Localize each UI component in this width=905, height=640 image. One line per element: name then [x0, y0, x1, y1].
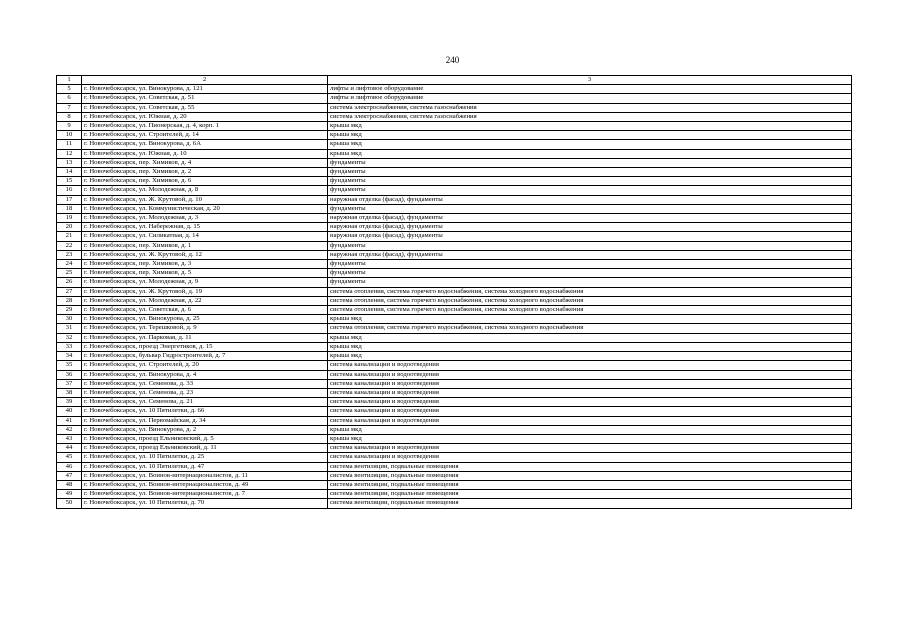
row-number: 12: [57, 149, 82, 158]
row-number: 14: [57, 168, 82, 177]
table-row: [57, 85, 852, 94]
table-row: [57, 250, 852, 259]
row-address: г. Новочебоксарск, ул. Набережная, д. 15: [82, 223, 328, 232]
table-row: [57, 241, 852, 250]
row-number: 7: [57, 103, 82, 112]
row-address: г. Новочебоксарск, ул. Строителей, д. 14: [82, 131, 328, 140]
row-address: г. Новочебоксарск, ул. Молодежная, д. 8: [82, 186, 328, 195]
row-systems: система канализации и водоотведения: [328, 388, 852, 397]
row-systems: фундаменты: [328, 168, 852, 177]
table-row: [57, 168, 852, 177]
table-row: [57, 260, 852, 269]
row-systems: крыша мкд: [328, 149, 852, 158]
row-systems: система канализации и водоотведения: [328, 453, 852, 462]
row-number: 38: [57, 388, 82, 397]
row-address: г. Новочебоксарск, ул. Ж. Крутовой, д. 10: [82, 195, 328, 204]
row-number: 41: [57, 416, 82, 425]
row-number: 48: [57, 480, 82, 489]
row-address: г. Новочебоксарск, ул. Строителей, д. 20: [82, 361, 328, 370]
table-row: [57, 232, 852, 241]
row-address: г. Новочебоксарск, ул. Молодежная, д. 9: [82, 278, 328, 287]
row-number: 42: [57, 425, 82, 434]
row-number: 36: [57, 370, 82, 379]
table-row: [57, 149, 852, 158]
row-number: 45: [57, 453, 82, 462]
table-row: [57, 370, 852, 379]
row-number: 27: [57, 287, 82, 296]
row-systems: система электроснабжения, система газоснабжения: [328, 112, 852, 121]
register-table: [56, 75, 852, 509]
row-address: г. Новочебоксарск, ул. 10 Пятилетки, д. 47: [82, 462, 328, 471]
row-number: 11: [57, 140, 82, 149]
row-address: г. Новочебоксарск, ул. 10 Пятилетки, д. 66: [82, 407, 328, 416]
row-address: г. Новочебоксарск, проезд Энергетиков, д. 15: [82, 342, 328, 351]
table-row: [57, 140, 852, 149]
row-number: 20: [57, 223, 82, 232]
table-header-row: [57, 76, 852, 85]
row-systems: крыша мкд: [328, 131, 852, 140]
table-row: [57, 407, 852, 416]
row-number: 25: [57, 269, 82, 278]
row-address: г. Новочебоксарск, пер. Химиков, д. 4: [82, 158, 328, 167]
row-systems: система канализации и водоотведения: [328, 379, 852, 388]
row-number: 40: [57, 407, 82, 416]
page-number: 240: [445, 55, 460, 65]
row-systems: система отопления, система горячего водоснабжения, система холодного водоснабжения: [328, 306, 852, 315]
row-address: г. Новочебоксарск, пер. Химиков, д. 3: [82, 260, 328, 269]
table-row: [57, 444, 852, 453]
table-row: [57, 398, 852, 407]
row-number: 24: [57, 260, 82, 269]
row-systems: система отопления, система горячего водоснабжения, система холодного водоснабжения: [328, 287, 852, 296]
row-systems: система канализации и водоотведения: [328, 370, 852, 379]
row-number: 17: [57, 195, 82, 204]
row-number: 39: [57, 398, 82, 407]
row-number: 26: [57, 278, 82, 287]
table-row: [57, 499, 852, 508]
row-systems: система канализации и водоотведения: [328, 407, 852, 416]
table-row: [57, 204, 852, 213]
table-row: [57, 425, 852, 434]
table-row: [57, 379, 852, 388]
table-row: [57, 177, 852, 186]
row-systems: система канализации и водоотведения: [328, 398, 852, 407]
row-address: г. Новочебоксарск, ул. Терешковой, д. 9: [82, 324, 328, 333]
table-row: [57, 122, 852, 131]
table-row: [57, 416, 852, 425]
row-address: г. Новочебоксарск, ул. Южная, д. 20: [82, 112, 328, 121]
row-address: г. Новочебоксарск, ул. Советская, д. 51: [82, 94, 328, 103]
row-number: 13: [57, 158, 82, 167]
row-number: 47: [57, 471, 82, 480]
row-number: 35: [57, 361, 82, 370]
table-row: [57, 480, 852, 489]
row-address: г. Новочебоксарск, ул. Советская, д. 55: [82, 103, 328, 112]
row-number: 18: [57, 204, 82, 213]
row-number: 16: [57, 186, 82, 195]
row-systems: крыша мкд: [328, 122, 852, 131]
row-number: 37: [57, 379, 82, 388]
row-number: 10: [57, 131, 82, 140]
row-address: г. Новочебоксарск, пер. Химиков, д. 6: [82, 177, 328, 186]
row-address: г. Новочебоксарск, ул. Воинов-интернационалистов, д. 11: [82, 471, 328, 480]
row-number: 50: [57, 499, 82, 508]
row-systems: система вентиляции, подвальные помещения: [328, 490, 852, 499]
row-systems: система канализации и водоотведения: [328, 416, 852, 425]
header-cell-systems: 3: [328, 76, 852, 85]
row-number: 15: [57, 177, 82, 186]
row-address: г. Новочебоксарск, ул. Семенова, д. 33: [82, 379, 328, 388]
row-address: г. Новочебоксарск, ул. Силикатная, д. 14: [82, 232, 328, 241]
row-address: г. Новочебоксарск, ул. Винокурова, д. 25: [82, 315, 328, 324]
table-row: [57, 462, 852, 471]
row-number: 23: [57, 250, 82, 259]
row-address: г. Новочебоксарск, ул. Винокурова, д. 6А: [82, 140, 328, 149]
row-systems: система вентиляции, подвальные помещения: [328, 471, 852, 480]
row-systems: система отопления, система горячего водоснабжения, система холодного водоснабжения: [328, 296, 852, 305]
row-address: г. Новочебоксарск, ул. Молодежная, д. 3: [82, 214, 328, 223]
table-row: [57, 103, 852, 112]
row-systems: крыша мкд: [328, 434, 852, 443]
row-number: 21: [57, 232, 82, 241]
table-row: [57, 453, 852, 462]
row-number: 6: [57, 94, 82, 103]
table-row: [57, 287, 852, 296]
row-number: 28: [57, 296, 82, 305]
table-row: [57, 296, 852, 305]
row-systems: система отопления, система горячего водоснабжения, система холодного водоснабжения: [328, 324, 852, 333]
table-row: [57, 434, 852, 443]
row-address: г. Новочебоксарск, ул. Первомайская, д. 34: [82, 416, 328, 425]
row-systems: крыша мкд: [328, 333, 852, 342]
table-row: [57, 471, 852, 480]
row-number: 8: [57, 112, 82, 121]
table-row: [57, 278, 852, 287]
row-number: 46: [57, 462, 82, 471]
table-row: [57, 223, 852, 232]
row-systems: крыша мкд: [328, 140, 852, 149]
table-row: [57, 186, 852, 195]
row-systems: крыша мкд: [328, 315, 852, 324]
row-systems: лифты и лифтовое оборудование: [328, 85, 852, 94]
row-systems: лифты и лифтовое оборудование: [328, 94, 852, 103]
table-row: [57, 94, 852, 103]
row-address: г. Новочебоксарск, ул. Коммунистическая, д. 20: [82, 204, 328, 213]
table-body: [57, 76, 852, 509]
row-number: 22: [57, 241, 82, 250]
row-address: г. Новочебоксарск, ул. Пионерская, д. 4, корп. 1: [82, 122, 328, 131]
row-number: 43: [57, 434, 82, 443]
row-systems: наружная отделка (фасад), фундаменты: [328, 232, 852, 241]
row-systems: фундаменты: [328, 186, 852, 195]
row-address: г. Новочебоксарск, ул. 10 Пятилетки, д. 25: [82, 453, 328, 462]
row-systems: система электроснабжения, система газоснабжения: [328, 103, 852, 112]
row-systems: наружная отделка (фасад), фундаменты: [328, 214, 852, 223]
table-row: [57, 306, 852, 315]
row-address: г. Новочебоксарск, ул. Парковая, д. 11: [82, 333, 328, 342]
row-systems: фундаменты: [328, 204, 852, 213]
table-row: [57, 195, 852, 204]
row-systems: система канализации и водоотведения: [328, 444, 852, 453]
table-row: [57, 112, 852, 121]
row-systems: наружная отделка (фасад), фундаменты: [328, 195, 852, 204]
row-number: 9: [57, 122, 82, 131]
table-row: [57, 333, 852, 342]
row-systems: крыша мкд: [328, 342, 852, 351]
table-row: [57, 315, 852, 324]
row-systems: фундаменты: [328, 278, 852, 287]
row-number: 44: [57, 444, 82, 453]
row-address: г. Новочебоксарск, проезд Ельниковский, д. 11: [82, 444, 328, 453]
row-systems: фундаменты: [328, 241, 852, 250]
row-address: г. Новочебоксарск, ул. Советская, д. 6: [82, 306, 328, 315]
row-systems: фундаменты: [328, 260, 852, 269]
row-address: г. Новочебоксарск, пер. Химиков, д. 5: [82, 269, 328, 278]
row-address: г. Новочебоксарск, ул. Семенова, д. 23: [82, 388, 328, 397]
row-systems: крыша мкд: [328, 352, 852, 361]
table-row: [57, 388, 852, 397]
table-row: [57, 490, 852, 499]
row-systems: крыша мкд: [328, 425, 852, 434]
row-systems: фундаменты: [328, 158, 852, 167]
row-address: г. Новочебоксарск, пер. Химиков, д. 1: [82, 241, 328, 250]
row-address: г. Новочебоксарск, проезд Ельниковский, д. 5: [82, 434, 328, 443]
row-address: г. Новочебоксарск, ул. Воинов-интернационалистов, д. 49: [82, 480, 328, 489]
row-number: 5: [57, 85, 82, 94]
row-address: г. Новочебоксарск, ул. Молодежная, д. 22: [82, 296, 328, 305]
row-systems: фундаменты: [328, 269, 852, 278]
row-address: г. Новочебоксарск, ул. Ж. Крутовой, д. 19: [82, 287, 328, 296]
row-number: 32: [57, 333, 82, 342]
row-systems: система вентиляции, подвальные помещения: [328, 499, 852, 508]
table-row: [57, 158, 852, 167]
row-address: г. Новочебоксарск, ул. Воинов-интернационалистов, д. 7: [82, 490, 328, 499]
header-cell-address: 2: [82, 76, 328, 85]
row-systems: система вентиляции, подвальные помещения: [328, 480, 852, 489]
row-systems: наружная отделка (фасад), фундаменты: [328, 223, 852, 232]
row-number: 33: [57, 342, 82, 351]
row-number: 34: [57, 352, 82, 361]
row-systems: система канализации и водоотведения: [328, 361, 852, 370]
row-address: г. Новочебоксарск, ул. Винокурова, д. 2: [82, 425, 328, 434]
row-number: 31: [57, 324, 82, 333]
row-address: г. Новочебоксарск, пер. Химиков, д. 2: [82, 168, 328, 177]
row-address: г. Новочебоксарск, ул. Винокурова, д. 121: [82, 85, 328, 94]
row-address: г. Новочебоксарск, бульвар Гидростроителей, д. 7: [82, 352, 328, 361]
row-address: г. Новочебоксарск, ул. Винокурова, д. 4: [82, 370, 328, 379]
row-systems: система вентиляции, подвальные помещения: [328, 462, 852, 471]
row-number: 30: [57, 315, 82, 324]
table-row: [57, 352, 852, 361]
row-address: г. Новочебоксарск, ул. Ж. Крутовой, д. 12: [82, 250, 328, 259]
header-cell-number: 1: [57, 76, 82, 85]
table-row: [57, 214, 852, 223]
row-number: 29: [57, 306, 82, 315]
row-address: г. Новочебоксарск, ул. Южная, д. 10: [82, 149, 328, 158]
table-row: [57, 361, 852, 370]
row-address: г. Новочебоксарск, ул. 10 Пятилетки, д. 70: [82, 499, 328, 508]
row-address: г. Новочебоксарск, ул. Семенова, д. 21: [82, 398, 328, 407]
table-row: [57, 269, 852, 278]
row-systems: наружная отделка (фасад), фундаменты: [328, 250, 852, 259]
table-row: [57, 342, 852, 351]
row-number: 49: [57, 490, 82, 499]
row-number: 19: [57, 214, 82, 223]
table-row: [57, 324, 852, 333]
table-row: [57, 131, 852, 140]
row-systems: фундаменты: [328, 177, 852, 186]
